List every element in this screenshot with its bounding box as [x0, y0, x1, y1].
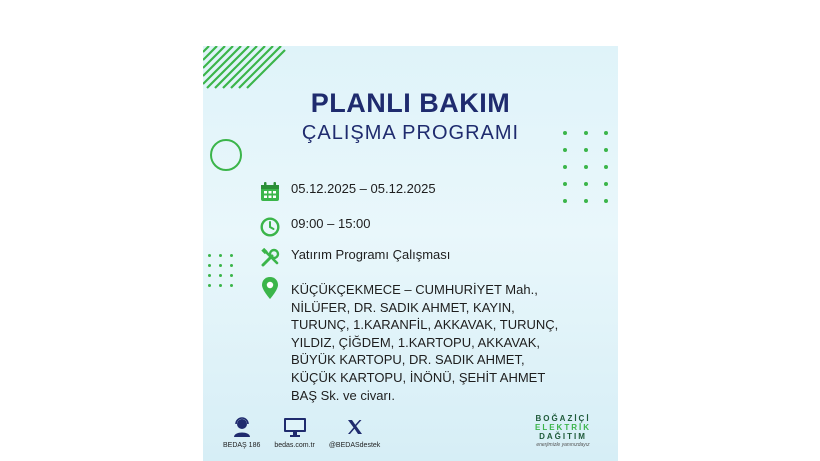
calendar-icon [259, 180, 281, 204]
time-row [259, 215, 371, 239]
time-range: 09:00 – 15:00 [291, 216, 371, 231]
work-type: Yatırım Programı Çalışması [291, 247, 451, 262]
footer-social-label: @BEDASdestek [328, 442, 381, 449]
brand-tagline: enerjimizle yanınızdayız [536, 442, 590, 448]
footer-social[interactable] [329, 414, 380, 449]
map-pin-icon [259, 276, 281, 300]
x-logo-icon [347, 414, 363, 440]
location-text: KÜÇÜKÇEKMECE – CUMHURİYET Mah., NİLÜFER, DR. SADIK AHMET, KAYIN, TURUNÇ, 1.KARANFİL, AKKAVAK, TURUNÇ, YILDIZ, ÇİĞDEM, 1.KARTOPU, AKKAVAK, BÜYÜK KARTOPU, DR. SADIK AHMET, KÜÇÜK KARTOPU, İNÖNÜ, ŞEHİT AHMET BAŞ Sk. ve civarı. [291, 282, 559, 403]
support-agent-icon [232, 414, 252, 440]
page-subtitle: ÇALIŞMA PROGRAMI [301, 122, 520, 144]
clock-icon [259, 215, 281, 239]
brand-line-3: DAĞITIM [539, 432, 587, 441]
footer-contacts [223, 414, 394, 449]
work-type-row [259, 246, 450, 270]
maintenance-card [203, 46, 618, 461]
brand-line-2: ELEKTRİK [535, 423, 591, 432]
brand-logo [533, 414, 593, 448]
location-row [259, 276, 561, 404]
footer-phone-label: BEDAŞ 186 [223, 442, 261, 449]
footer-website-label: bedas.com.tr [274, 442, 315, 449]
date-row [259, 180, 436, 204]
footer-website[interactable] [274, 414, 314, 449]
brand-line-1: BOĞAZİÇİ [535, 414, 591, 423]
date-range: 05.12.2025 – 05.12.2025 [291, 181, 436, 196]
monitor-icon [283, 414, 307, 440]
tools-icon [259, 246, 281, 270]
page-title: PLANLI BAKIM [310, 88, 511, 118]
footer-phone[interactable] [223, 414, 260, 449]
